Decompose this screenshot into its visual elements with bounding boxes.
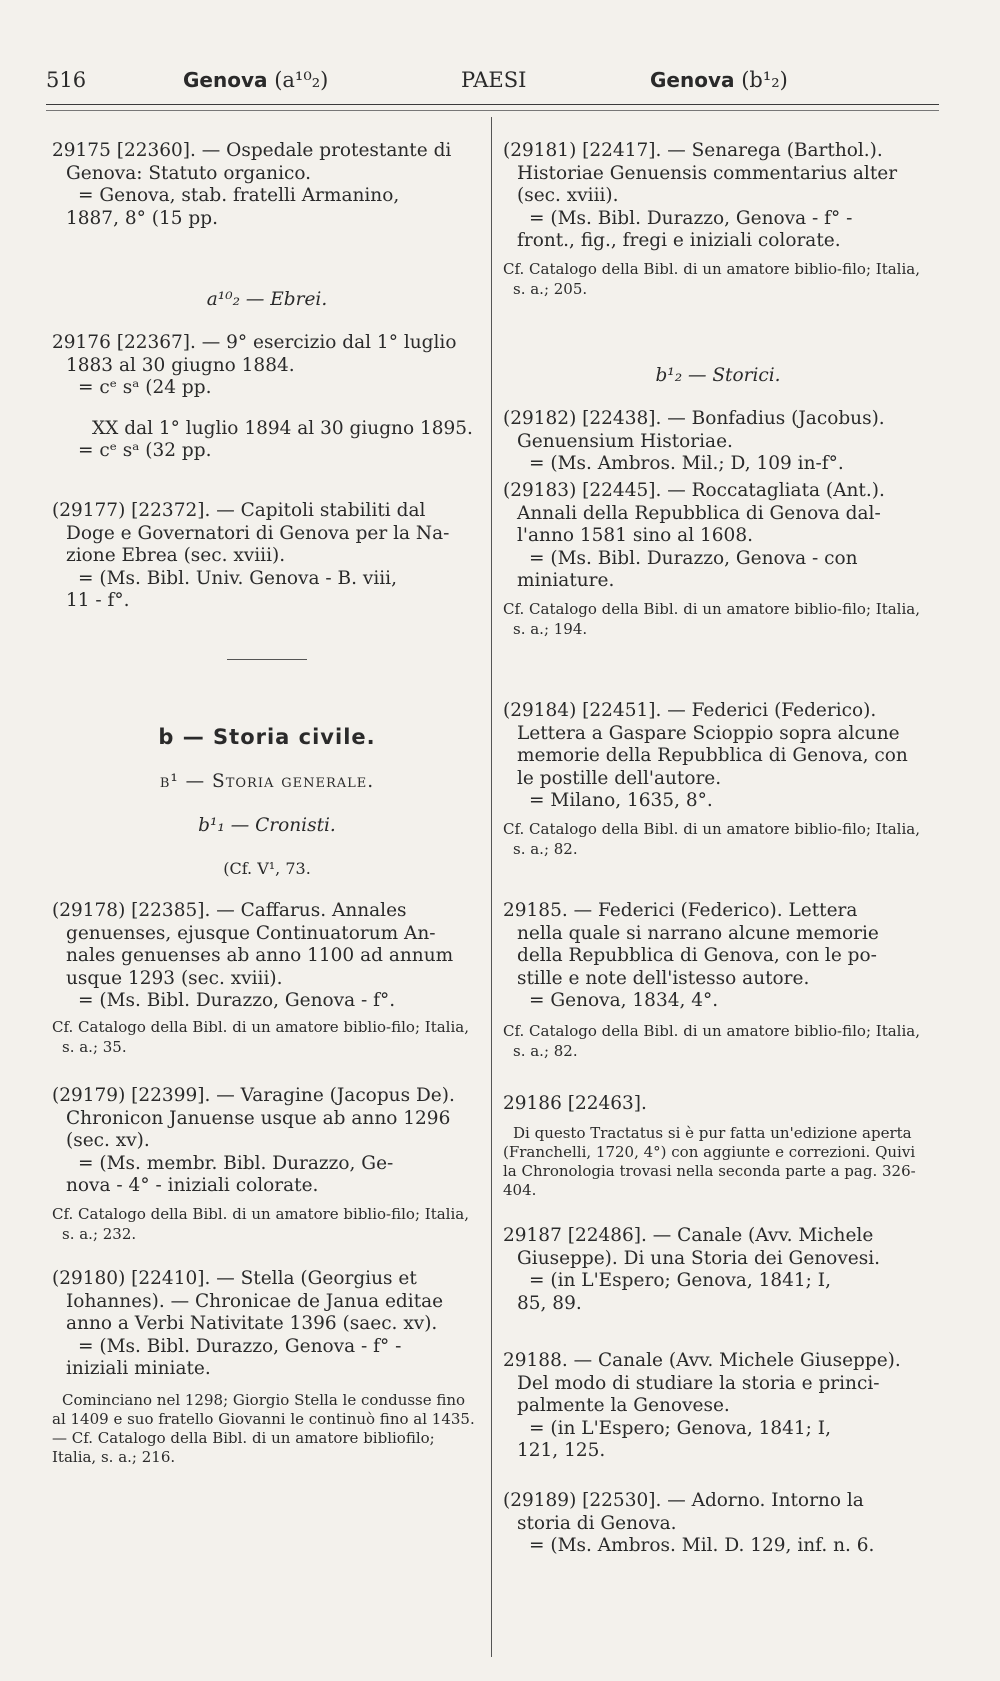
entry-29185 <box>503 900 933 1061</box>
entry-line: XX dal 1° luglio 1894 al 30 giugno 1895. <box>92 417 473 439</box>
entry-29186 <box>503 1093 933 1200</box>
entry-line: (29178) [22385]. — Caffarus. Annales <box>52 900 407 921</box>
entry-29175 <box>52 140 482 230</box>
imprint-line: = (Ms. Ambros. Mil. D. 129, inf. n. 6. <box>529 1535 875 1556</box>
entry-line: 29185. — Federici (Federico). Lettera <box>503 900 858 921</box>
cross-reference: (Cf. V¹, 73. <box>223 859 311 878</box>
right-running-title: Genova <box>650 68 735 92</box>
imprint-line: = (Ms. Ambros. Mil.; D, 109 in-f°. <box>529 453 844 474</box>
entry-29188 <box>503 1350 933 1463</box>
entry-line: 29187 [22486]. — Canale (Avv. Michele <box>503 1225 874 1246</box>
left-running-mark: (a¹⁰₂) <box>274 68 329 92</box>
entry-line: 29175 [22360]. — Ospedale protestante di <box>52 140 452 161</box>
entry-line: Doge e Governatori di Genova per la Na- <box>66 522 450 544</box>
separator-rule <box>52 659 482 660</box>
entry-line: nova - 4° - iniziali colorate. <box>66 1175 319 1196</box>
imprint-line: = (Ms. Bibl. Durazzo, Genova - con <box>529 547 858 569</box>
entry-line: 1887, 8° (15 pp. <box>66 207 218 229</box>
entry-29176 <box>52 332 482 463</box>
right-running-mark: (b¹₂) <box>741 68 788 92</box>
imprint-line: = (Ms. Bibl. Durazzo, Genova - f° - <box>78 1335 402 1357</box>
entry-line: miniature. <box>517 570 615 591</box>
entry-29183 <box>503 480 933 639</box>
entry-29189 <box>503 1490 933 1558</box>
catalog-citation: Cf. Catalogo della Bibl. di un amatore biblio-filo; Italia, s. a.; 205. <box>503 259 920 298</box>
imprint-line: = (in L'Espero; Genova, 1841; I, <box>529 1270 831 1291</box>
imprint-line: = Milano, 1635, 8°. <box>529 790 713 811</box>
section-heading-storici: b¹₂ — Storici. <box>655 365 781 386</box>
entry-note: Cominciano nel 1298; Giorgio Stella le condusse fino al 1409 e suo fratello Giovanni le continuò fino al 1435. — Cf. Catalogo della Bibl. di un amatore bibliofilo; Italia, s. a.; 216. <box>52 1390 475 1466</box>
header-rule-thin <box>46 110 939 111</box>
entry-29178 <box>52 900 482 1057</box>
entry-line: iniziali miniate. <box>66 1358 211 1379</box>
entry-line: front., fig., fregi e iniziali colorate. <box>517 230 841 251</box>
entry-line: nella quale si narrano alcune memorie <box>517 922 879 944</box>
section-heading-ebrei: a¹⁰₂ — Ebrei. <box>206 289 328 310</box>
catalog-citation: Cf. Catalogo della Bibl. di un amatore biblio-filo; Italia, s. a.; 82. <box>503 1021 920 1060</box>
entry-line: (29189) [22530]. — Adorno. Intorno la <box>503 1490 864 1511</box>
entry-line: 85, 89. <box>517 1292 582 1314</box>
right-running-head <box>650 68 788 100</box>
entry-line: (sec. xviii). <box>517 185 619 206</box>
entry-line: 29188. — Canale (Avv. Michele Giuseppe). <box>503 1350 901 1371</box>
imprint-line: = (Ms. membr. Bibl. Durazzo, Ge- <box>78 1152 394 1174</box>
entry-29187 <box>503 1225 933 1315</box>
imprint-line: = cᵉ sᵃ (24 pp. <box>78 377 212 398</box>
entry-29180 <box>52 1268 482 1467</box>
entry-line: della Repubblica di Genova, con le po- <box>517 945 877 966</box>
entry-29182 <box>503 408 933 476</box>
entry-line: (29180) [22410]. — Stella (Georgius et <box>52 1268 417 1289</box>
entry-29179 <box>52 1085 482 1244</box>
entry-line: Lettera a Gaspare Scioppio sopra alcune <box>517 722 900 744</box>
entry-line: palmente la Genovese. <box>517 1395 730 1416</box>
entry-line: genuenses, ejusque Continuatorum An- <box>66 922 436 944</box>
entry-note: Di questo Tractatus si è pur fatta un'edizione aperta (Franchelli, 1720, 4°) con aggiunte e correzioni. Quivi la Chronologia trovasi nella seconda parte a pag. 326-404. <box>503 1123 916 1199</box>
entry-line: (29177) [22372]. — Capitoli stabiliti dal <box>52 500 426 521</box>
catalog-citation: Cf. Catalogo della Bibl. di un amatore biblio-filo; Italia, s. a.; 194. <box>503 599 920 638</box>
entry-line: 29186 [22463]. <box>503 1093 647 1114</box>
section-heading-storia-civile: b — Storia civile. <box>158 725 376 749</box>
entry-line: (sec. xv). <box>66 1130 150 1151</box>
imprint-line: = Genova, stab. fratelli Armanino, <box>78 185 400 206</box>
entry-line: Genuensium Historiae. <box>517 430 733 452</box>
entry-line: Iohannes). — Chronicae de Janua editae <box>66 1290 444 1312</box>
catalog-citation: Cf. Catalogo della Bibl. di un amatore biblio-filo; Italia, s. a.; 35. <box>52 1017 469 1056</box>
entry-line: (29181) [22417]. — Senarega (Barthol.). <box>503 140 883 161</box>
section-heading-storia-generale: b¹ — Storia generale. <box>159 771 375 792</box>
entry-line: (29183) [22445]. — Roccatagliata (Ant.). <box>503 480 885 501</box>
entry-line: nales genuenses ab anno 1100 ad annum <box>66 945 454 966</box>
entry-line: (29179) [22399]. — Varagine (Jacopus De). <box>52 1085 455 1106</box>
imprint-line: = Genova, 1834, 4°. <box>529 990 719 1011</box>
left-running-title: Genova <box>183 68 268 92</box>
imprint-line: = (Ms. Bibl. Univ. Genova - B. viii, <box>78 567 397 589</box>
entry-line: le postille dell'autore. <box>517 767 722 789</box>
entry-line: (29182) [22438]. — Bonfadius (Jacobus). <box>503 408 885 429</box>
center-running-head: PAESI <box>461 68 527 92</box>
entry-line: Giuseppe). Di una Storia dei Genovesi. <box>517 1247 881 1269</box>
catalog-citation: Cf. Catalogo della Bibl. di un amatore biblio-filo; Italia, s. a.; 82. <box>503 819 920 858</box>
left-running-head <box>183 68 328 100</box>
entry-line: 121, 125. <box>517 1440 606 1461</box>
entry-line: 1883 al 30 giugno 1884. <box>66 354 295 376</box>
entry-line: 29176 [22367]. — 9° esercizio dal 1° luglio <box>52 332 457 353</box>
entry-line: (29184) [22451]. — Federici (Federico). <box>503 700 877 721</box>
page-number: 516 <box>46 68 87 92</box>
entry-line: stille e note dell'istesso autore. <box>517 967 810 989</box>
entry-29184 <box>503 700 933 859</box>
imprint-line: = cᵉ sᵃ (32 pp. <box>78 440 212 461</box>
section-heading-cronisti: b¹₁ — Cronisti. <box>198 815 336 836</box>
imprint-line: = (Ms. Bibl. Durazzo, Genova - f°. <box>78 990 396 1011</box>
entry-line: Annali della Repubblica di Genova dal- <box>517 502 881 524</box>
entry-line: memorie della Repubblica di Genova, con <box>517 745 908 766</box>
catalog-citation: Cf. Catalogo della Bibl. di un amatore biblio-filo; Italia, s. a.; 232. <box>52 1204 469 1243</box>
entry-line: anno a Verbi Nativitate 1396 (saec. xv). <box>66 1313 438 1334</box>
entry-line: Chronicon Januense usque ab anno 1296 <box>66 1107 451 1129</box>
entry-line: zione Ebrea (sec. xviii). <box>66 545 286 566</box>
entry-line: Del modo di studiare la storia e princi- <box>517 1372 880 1394</box>
entry-29181 <box>503 140 933 299</box>
imprint-line: = (in L'Espero; Genova, 1841; I, <box>529 1417 831 1439</box>
header-rule <box>46 104 939 105</box>
entry-line: Historiae Genuensis commentarius alter <box>517 162 898 184</box>
entry-line: storia di Genova. <box>517 1512 677 1534</box>
entry-line: l'anno 1581 sino al 1608. <box>517 525 753 546</box>
column-separator <box>491 117 492 1657</box>
entry-line: Genova: Statuto organico. <box>66 162 312 184</box>
entry-line: 11 - f°. <box>66 590 130 611</box>
imprint-line: = (Ms. Bibl. Durazzo, Genova - f° - <box>529 207 853 229</box>
entry-29177 <box>52 500 482 613</box>
entry-line: usque 1293 (sec. xviii). <box>66 967 283 989</box>
